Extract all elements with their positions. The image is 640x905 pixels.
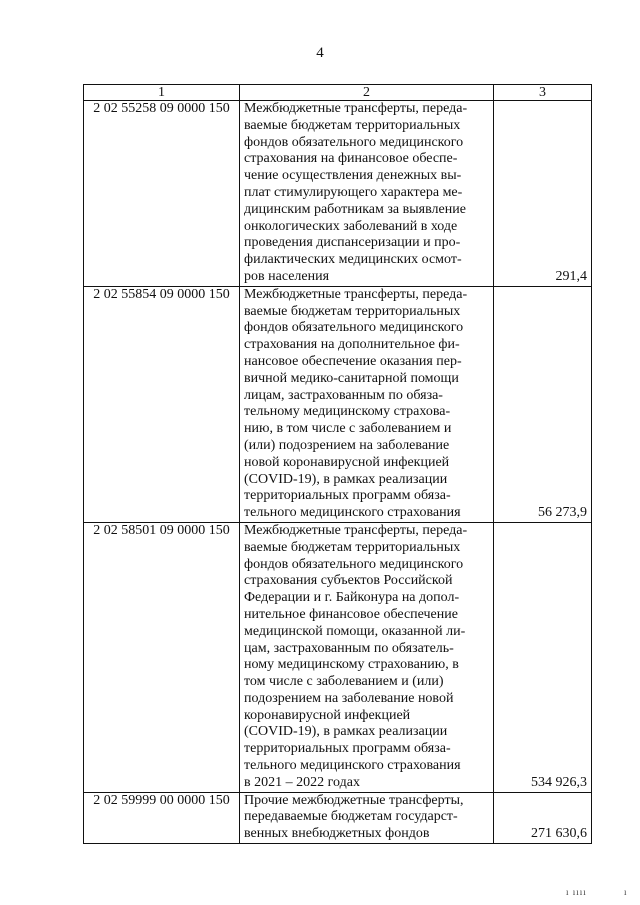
description-line: территориальных программ обяза- [244, 488, 451, 504]
description-line: ному медицинскому страхованию, в [244, 657, 459, 673]
description-line: нансовое обеспечение оказания пер- [244, 353, 462, 369]
description-line: фондов обязательного медицинского [244, 134, 464, 150]
description-line: в 2021 – 2022 годах [244, 774, 360, 790]
description-line: венных внебюджетных фондов [244, 826, 430, 842]
description-line: (COVID-19), в рамках реализации [244, 471, 448, 487]
description-line: проведения диспансеризации и про- [244, 235, 461, 251]
amount-cell: 534 926,3 [494, 522, 592, 792]
table-row [84, 522, 592, 792]
header-cell-code: 1 [84, 85, 240, 101]
description-line: ров населения [244, 268, 330, 284]
description-line: ваемые бюджетам территориальных [244, 303, 461, 319]
description-line: онкологических заболеваний в ходе [244, 218, 458, 234]
description-line: вичной медико-санитарной помощи [244, 370, 459, 386]
page-number: 4 [316, 45, 324, 61]
description-line: цам, застрахованным по обязатель- [244, 640, 454, 656]
table-body [84, 101, 592, 844]
budget-code-cell: 2 02 55854 09 0000 150 [84, 286, 240, 522]
table-row [84, 101, 592, 287]
description-line: страхования на финансовое обеспе- [244, 151, 458, 167]
description-line: Межбюджетные трансферты, переда- [244, 286, 468, 302]
description-line: ваемые бюджетам территориальных [244, 117, 461, 133]
description-line: страхования на дополнительное фи- [244, 337, 460, 353]
header-cell-description: 2 [240, 85, 494, 101]
description-line: Прочие межбюджетные трансферты, [244, 792, 464, 808]
amount-cell: 271 630,6 [494, 792, 592, 843]
scan-mark-right: ı [624, 887, 627, 897]
description-line: Межбюджетные трансферты, переда- [244, 522, 468, 538]
description-line: Федерации и г. Байконура на допол- [244, 590, 460, 606]
description-line: нию, в том числе с заболеванием и [244, 421, 452, 437]
description-line: плат стимулирующего характера ме- [244, 184, 463, 200]
description-line: нительное финансовое обеспечение [244, 606, 458, 622]
description-line: том числе с заболеванием и (или) [244, 674, 444, 690]
amount-cell: 291,4 [494, 101, 592, 287]
description-cell [240, 101, 494, 287]
description-line: тельному медицинскому страхова- [244, 404, 451, 420]
description-line: фондов обязательного медицинского [244, 320, 464, 336]
table-row [84, 286, 592, 522]
description-line: дицинским работникам за выявление [244, 201, 466, 217]
description-line: филактических медицинских осмот- [244, 252, 462, 268]
description-line: страхования субъектов Российской [244, 573, 453, 589]
description-line: медицинской помощи, оказанной ли- [244, 623, 466, 639]
description-line: (COVID-19), в рамках реализации [244, 724, 448, 740]
scan-mark-left: ı ıııı [566, 887, 587, 897]
description-cell [240, 286, 494, 522]
header-row [84, 85, 592, 101]
table-header [84, 85, 592, 101]
budget-code-cell: 2 02 59999 00 0000 150 [84, 792, 240, 843]
table-row [84, 792, 592, 843]
description-line: подозрением на заболевание новой [244, 690, 454, 706]
description-line: новой коронавирусной инфекцией [244, 454, 450, 470]
description-line: тельного медицинского страхования [244, 758, 461, 774]
description-cell [240, 522, 494, 792]
budget-code-cell: 2 02 55258 09 0000 150 [84, 101, 240, 287]
description-line: Межбюджетные трансферты, переда- [244, 101, 468, 116]
description-cell [240, 792, 494, 843]
description-line: передаваемые бюджетам государст- [244, 809, 458, 825]
amount-cell: 56 273,9 [494, 286, 592, 522]
header-cell-amount: 3 [494, 85, 592, 101]
budget-table [83, 84, 592, 844]
description-line: тельного медицинского страхования [244, 505, 461, 521]
description-line: лицам, застрахованным по обяза- [244, 387, 443, 403]
budget-code-cell: 2 02 58501 09 0000 150 [84, 522, 240, 792]
description-line: территориальных программ обяза- [244, 741, 451, 757]
description-line: ваемые бюджетам территориальных [244, 539, 461, 555]
description-line: фондов обязательного медицинского [244, 556, 464, 572]
description-line: (или) подозрением на заболевание [244, 437, 450, 453]
description-line: чение осуществления денежных вы- [244, 168, 462, 184]
description-line: коронавирусной инфекцией [244, 707, 411, 723]
